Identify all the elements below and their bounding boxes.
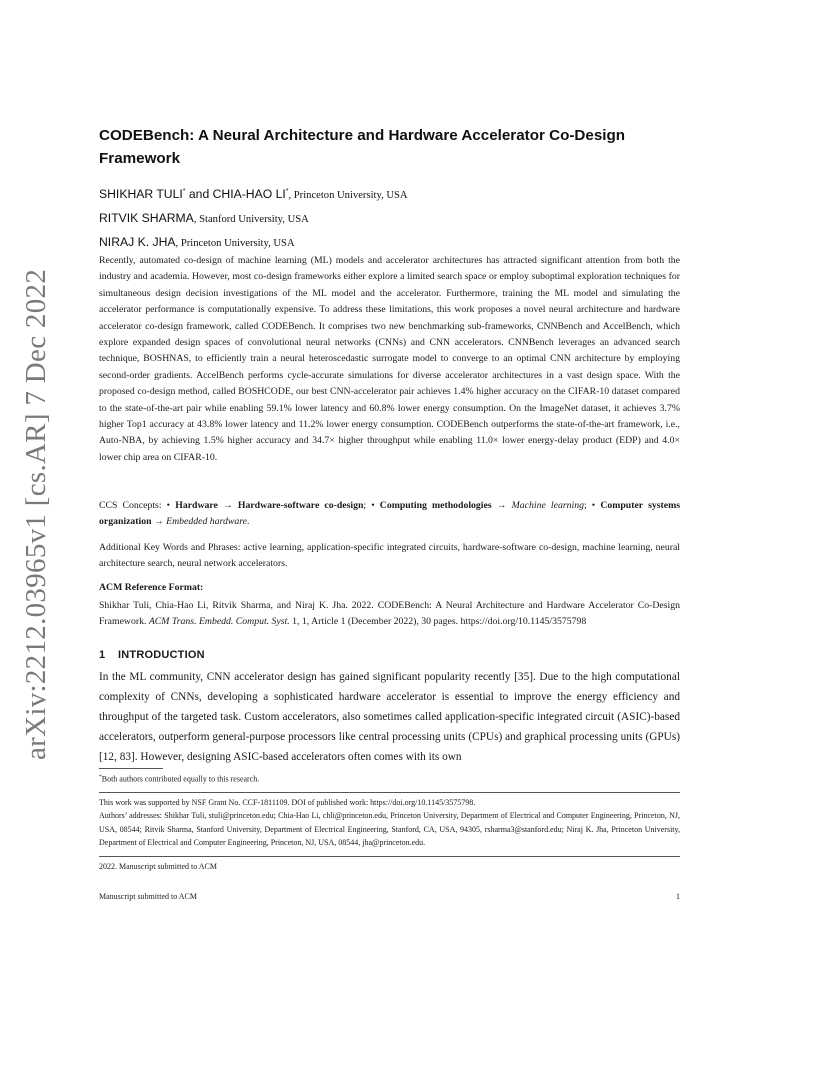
footnote — [99, 772, 259, 785]
ccs-arrow: → — [217, 500, 238, 511]
intro-paragraph: In the ML community, CNN accelerator design has gained significant popularity recently [35]. Due to the high computational complexity of CNNs, developing a sophisticated hardware accelerator is essential to improve the energy efficiency and throughput of the targeted task. Custom accelerators, also sometimes called application-specific integrated circuit (ASIC)-based accelerators, outperform general-purpose processors like central processing units (CPUs) and graphical processing units (GPUs) [12, 83]. However, designing ASIC-based accelerators often comes with its own — [99, 671, 680, 763]
footnote-mark: * — [99, 774, 102, 780]
author-addresses: Authors’ addresses: Shikhar Tuli, stuli@princeton.edu; Chia-Hao Li, chli@princeton.edu, Princeton University, Department of Electrical and Computer Engineering, Princeton, NJ, USA, 08544; Ritvik Sharma, Stanford University, Department of Electrical Engineering, Stanford, CA, USA, 94305, rsharma3@stanford.edu; Niraj K. Jha, Princeton University, Department of Electrical and Computer Engineering, Princeton, NJ, USA, 08544, jha@princeton.edu. — [99, 811, 680, 847]
manuscript-divider — [99, 856, 680, 857]
author-line-1 — [99, 180, 680, 207]
ccs-term: Hardware-software co-design — [237, 500, 364, 511]
acm-reference — [99, 598, 680, 631]
page-number: 1 — [676, 892, 680, 901]
author-line-3 — [99, 231, 680, 255]
author-name: SHIKHAR TULI — [99, 187, 183, 202]
ccs-term: Computer systems organization — [99, 500, 681, 528]
manuscript-note: 2022. Manuscript submitted to ACM — [99, 862, 217, 871]
acm-ref-text: Shikhar Tuli, Chia-Hao Li, Ritvik Sharma, and Niraj K. Jha. 2022. CODEBench: A Neural Architecture and Hardware Accelerator Co-Design Framework. — [99, 600, 680, 628]
section-heading — [99, 649, 205, 661]
author-name: NIRAJ K. JHA — [99, 235, 176, 250]
ccs-arrow: → — [491, 500, 512, 511]
footnote-divider — [99, 768, 163, 769]
author-affiliation: , Stanford University, USA — [193, 214, 309, 226]
support-note — [99, 796, 680, 849]
acm-ref-text: 1, 1, Article 1 (December 2022), 30 pages. https://doi.org/10.1145/3575798 — [289, 616, 587, 628]
footnote-text: Both authors contributed equally to this research. — [101, 774, 260, 784]
ccs-concepts — [99, 498, 680, 531]
acm-ref-heading: ACM Reference Format: — [99, 582, 204, 593]
ccs-arrow: → — [151, 516, 167, 528]
ccs-term: Computing methodologies — [379, 500, 492, 511]
section-number: 1 — [99, 649, 106, 661]
ccs-term: Embedded hardware — [166, 516, 247, 528]
ccs-prefix: CCS Concepts: • — [99, 500, 176, 511]
ccs-sep: ; • — [363, 500, 380, 511]
keywords: Additional Key Words and Phrases: active learning, application-specific integrated circuits, hardware-software co-design, machine learning, neural architecture search, neural network accelerators. — [99, 542, 680, 570]
footer-text: Manuscript submitted to ACM — [99, 892, 197, 901]
author-line-2 — [99, 207, 680, 231]
ccs-end: . — [246, 516, 250, 528]
abstract: Recently, automated co-design of machine learning (ML) models and accelerator architectures has attracted significant attention from both the industry and academia. However, most co-design frameworks either explore a limited search space or employ suboptimal exploration techniques for simultaneous design decision investigations of the ML model and the accelerator. Furthermore, training the ML model and simulating the accelerator performance is computationally expensive. To address these limitations, this work proposes a novel neural architecture and hardware accelerator co-design framework, called CODEBench. It comprises two new benchmarking sub-frameworks, CNNBench and AccelBench, which explore expanded design spaces of convolutional neural networks (CNNs) and CNN accelerators. CNNBench leverages an advanced search technique, BOSHNAS, to efficiently train a neural heteroscedastic surrogate model to converge to an optimal CNN architecture by employing second-order gradients. AccelBench performs cycle-accurate simulations for diverse accelerator architectures in a vast design space. With the proposed co-design method, called BOSHCODE, our best CNN-accelerator pair achieves 1.4% higher accuracy on the CIFAR-10 dataset compared to the state-of-the-art pair while enabling 59.1% lower latency and 60.8% lower energy consumption. On the ImageNet dataset, it achieves 3.7% higher Top1 accuracy at 43.8% lower latency and 11.2% lower energy consumption. CODEBench outperforms the state-of-the-art framework, i.e., Auto-NBA, by achieving 1.5% higher accuracy and 34.7× higher throughput while enabling 11.0× lower energy-delay product (EDP) and 4.0× lower chip area on CIFAR-10. — [99, 255, 680, 463]
ccs-sep: ; • — [583, 500, 601, 511]
ccs-term: Hardware — [175, 500, 218, 511]
grant-text: This work was supported by NSF Grant No. CCF-1811109. DOI of published work: https://doi.org/10.1145/3575798. — [99, 798, 476, 807]
author-block — [99, 180, 680, 255]
running-footer — [99, 892, 680, 901]
acm-ref-journal: ACM Trans. Embedd. Comput. Syst. — [148, 616, 290, 628]
author-conj: and — [185, 187, 213, 202]
equal-contrib-mark: * — [285, 188, 289, 195]
section-title: INTRODUCTION — [118, 649, 205, 661]
author-name: CHIA-HAO LI — [212, 187, 286, 202]
author-name: RITVIK SHARMA — [99, 211, 194, 226]
author-affiliation: , Princeton University, USA — [288, 190, 408, 202]
equal-contrib-mark: * — [182, 188, 186, 195]
ccs-term: Machine learning — [511, 500, 584, 511]
author-affiliation: , Princeton University, USA — [175, 238, 295, 250]
support-divider — [99, 792, 680, 793]
arxiv-stamp: arXiv:2212.03965v1 [cs.AR] 7 Dec 2022 — [20, 268, 52, 760]
paper-title: CODEBench: A Neural Architecture and Hardware Accelerator Co-Design Framework — [99, 127, 626, 167]
